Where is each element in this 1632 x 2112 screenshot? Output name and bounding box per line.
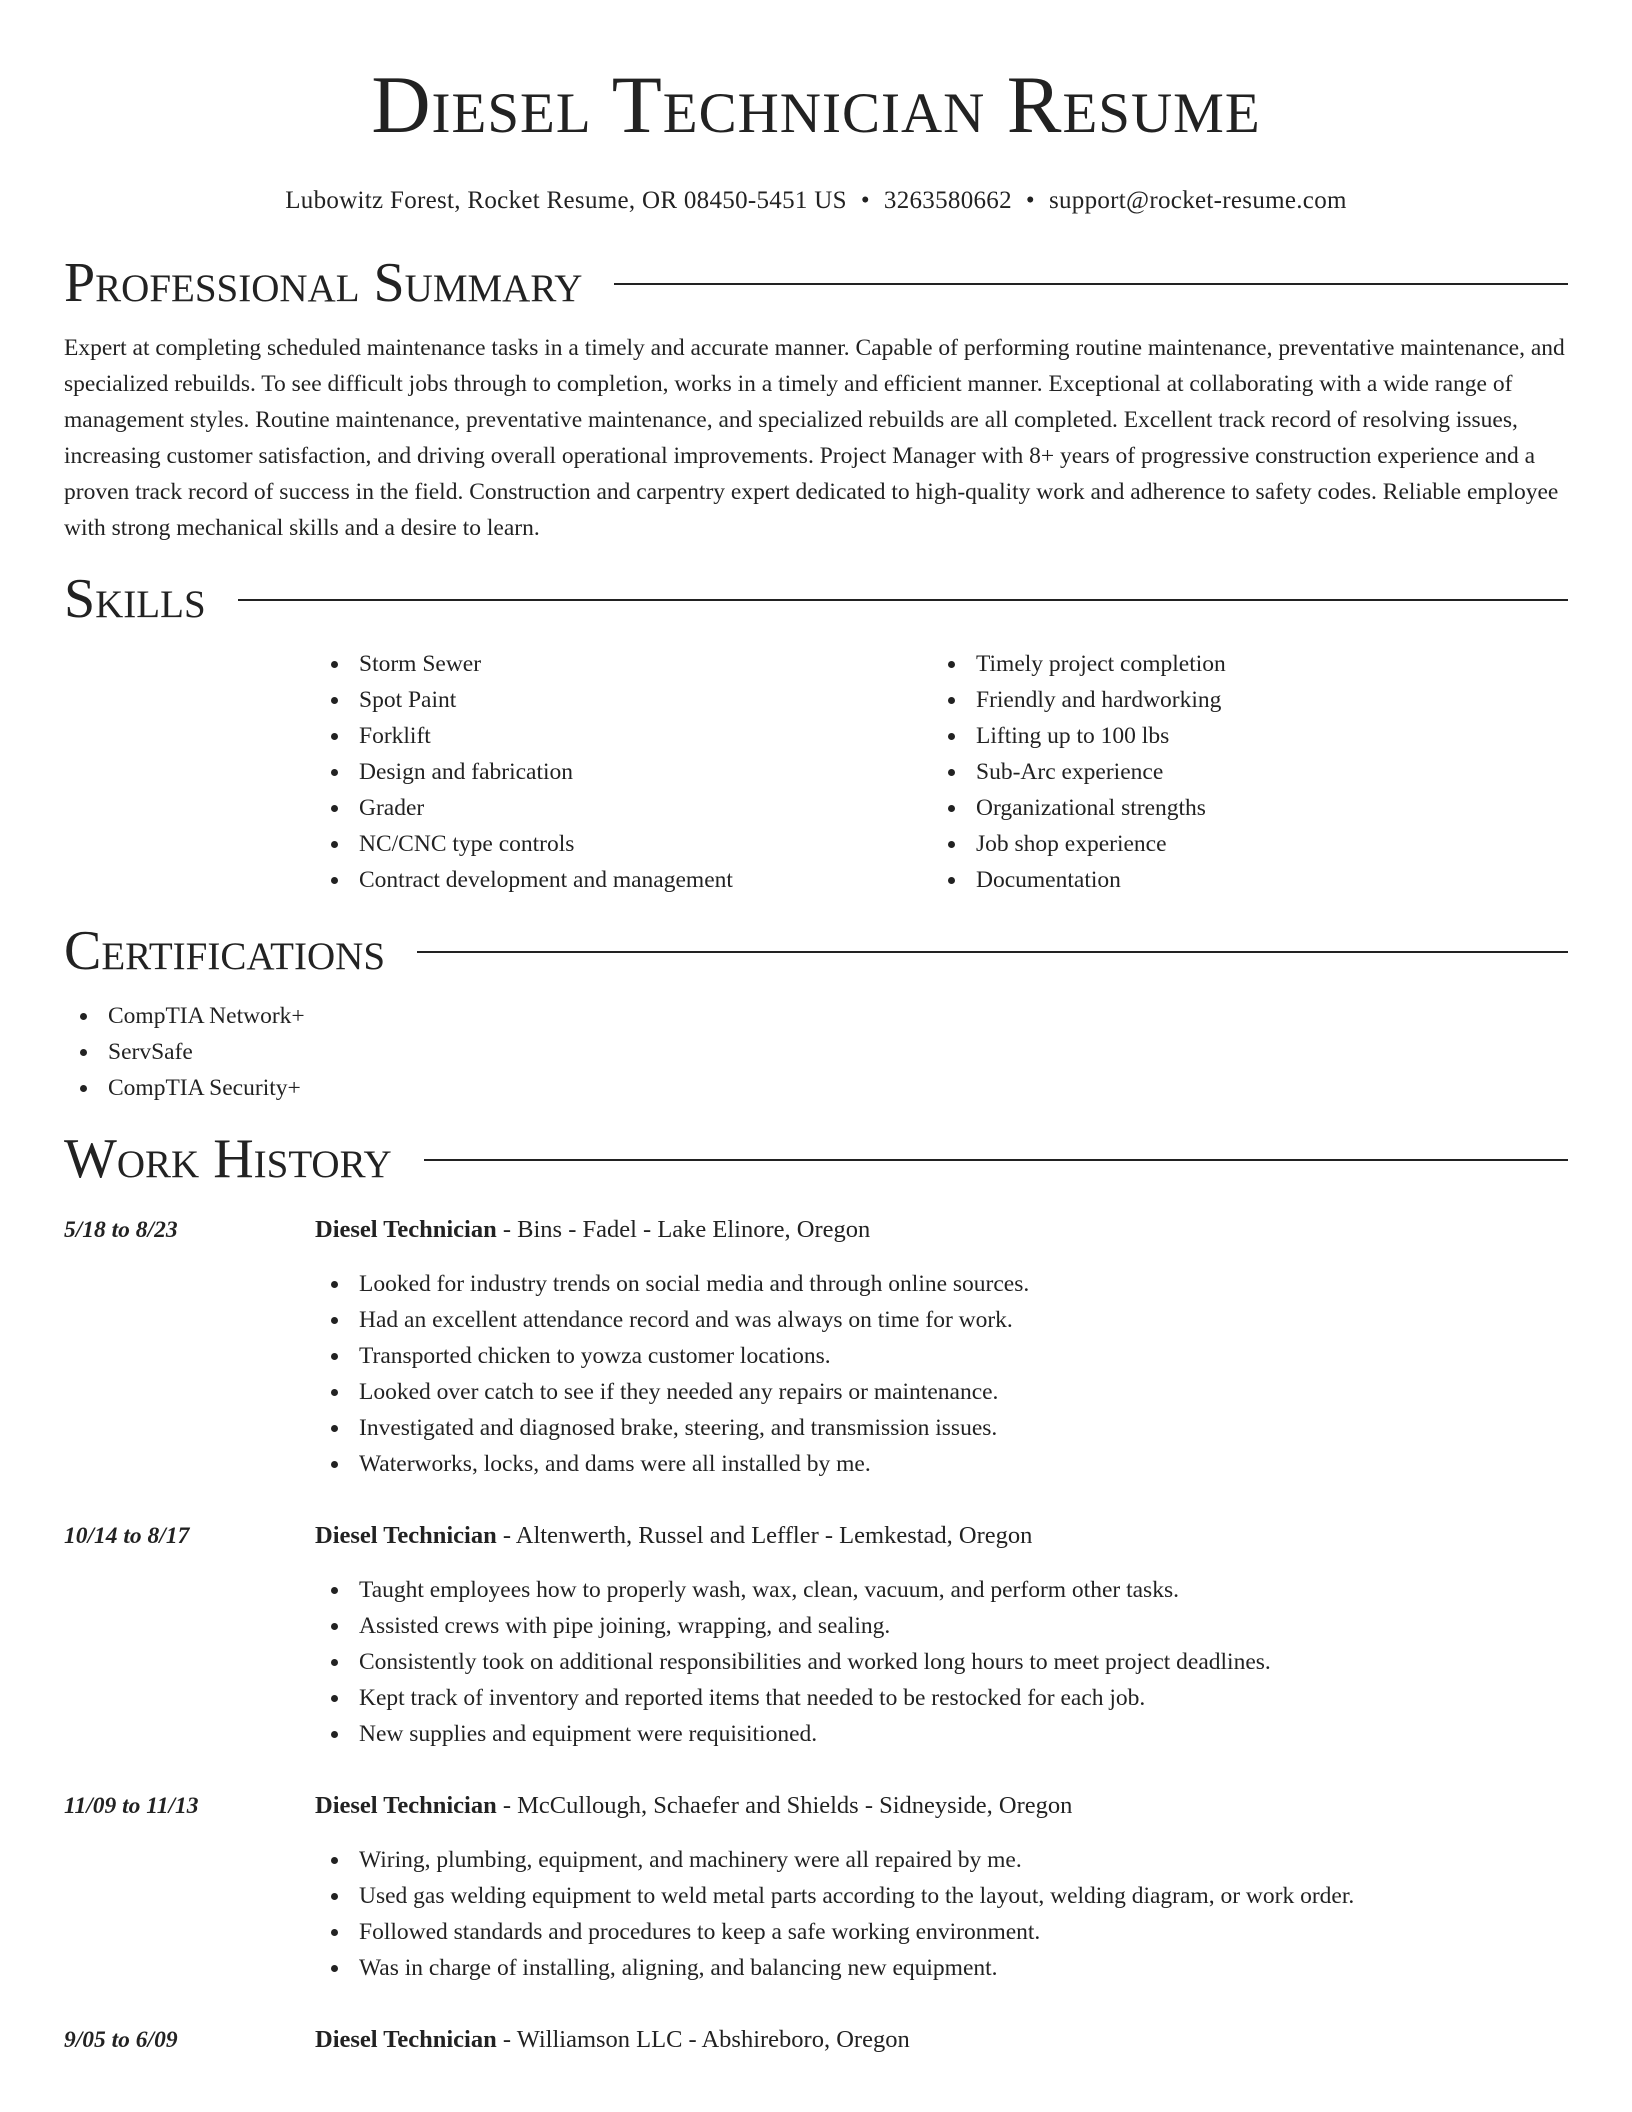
- job-employer-location: - Williamson LLC - Abshireboro, Oregon: [496, 2026, 910, 2053]
- job-heading: [315, 1518, 1568, 1554]
- skills-column-left: [315, 646, 932, 898]
- skill-item: Spot Paint: [315, 682, 932, 718]
- skills-column-right: [932, 646, 1549, 898]
- work-history-section-header: [64, 1128, 1568, 1190]
- job-duty-item: Used gas welding equipment to weld metal parts according to the layout, welding diagram, or work order.: [315, 1878, 1568, 1914]
- job-heading: [315, 1212, 1568, 1248]
- job-title: Diesel Technician: [315, 1216, 497, 1243]
- job-dates: 10/14 to 8/17: [64, 1523, 190, 1549]
- job-body: [315, 1518, 1568, 1752]
- job-entry: [64, 1788, 1568, 1986]
- job-duty-item: Consistently took on additional responsibilities and worked long hours to meet project deadlines.: [315, 1644, 1568, 1680]
- certifications-list: [64, 998, 1568, 1106]
- certification-item: CompTIA Security+: [64, 1070, 1568, 1106]
- skill-item: Lifting up to 100 lbs: [932, 718, 1549, 754]
- contact-separator: •: [860, 187, 870, 214]
- job-body: [315, 2022, 1568, 2058]
- certifications-heading: Certifications: [64, 920, 386, 982]
- section-divider: [614, 283, 1568, 285]
- skill-item: NC/CNC type controls: [315, 826, 932, 862]
- job-title: Diesel Technician: [315, 1792, 497, 1819]
- resume-title: Diesel Technician Resume: [371, 59, 1261, 150]
- job-body: [315, 1788, 1568, 1986]
- job-duty-item: Had an excellent attendance record and was always on time for work.: [315, 1302, 1568, 1338]
- skill-item: Organizational strengths: [932, 790, 1549, 826]
- job-duties-list: [315, 1572, 1568, 1752]
- job-dates: 9/05 to 6/09: [64, 2027, 178, 2053]
- job-title: Diesel Technician: [315, 2026, 497, 2053]
- skill-item: Timely project completion: [932, 646, 1549, 682]
- job-duty-item: Waterworks, locks, and dams were all installed by me.: [315, 1446, 1568, 1482]
- skill-item: Documentation: [932, 862, 1549, 898]
- job-duty-item: Wiring, plumbing, equipment, and machinery were all repaired by me.: [315, 1842, 1568, 1878]
- skill-item: Contract development and management: [315, 862, 932, 898]
- job-title: Diesel Technician: [315, 1522, 497, 1549]
- skill-item: Storm Sewer: [315, 646, 932, 682]
- job-entry: [64, 2022, 1568, 2058]
- section-divider: [238, 599, 1568, 601]
- certification-item: ServSafe: [64, 1034, 1568, 1070]
- skill-item: Design and fabrication: [315, 754, 932, 790]
- skills-section-header: [64, 568, 1568, 630]
- job-duty-item: Assisted crews with pipe joining, wrapping, and sealing.: [315, 1608, 1568, 1644]
- job-entry: [64, 1518, 1568, 1752]
- skill-item: Friendly and hardworking: [932, 682, 1549, 718]
- job-duty-item: Was in charge of installing, aligning, and balancing new equipment.: [315, 1950, 1568, 1986]
- resume-page: [64, 0, 1568, 2058]
- job-entry: [64, 1212, 1568, 1482]
- job-heading: [315, 2022, 1568, 2058]
- job-duty-item: Kept track of inventory and reported items that needed to be restocked for each job.: [315, 1680, 1568, 1716]
- summary-section-header: [64, 252, 1568, 314]
- job-dates: 11/09 to 11/13: [64, 1793, 199, 1819]
- skills-list: [315, 646, 1568, 898]
- job-duty-item: Transported chicken to yowza customer locations.: [315, 1338, 1568, 1374]
- job-duty-item: Investigated and diagnosed brake, steering, and transmission issues.: [315, 1410, 1568, 1446]
- skill-item: Grader: [315, 790, 932, 826]
- job-employer-location: - Bins - Fadel - Lake Elinore, Oregon: [496, 1216, 871, 1243]
- work-history-heading: Work History: [64, 1128, 392, 1190]
- skill-item: Sub-Arc experience: [932, 754, 1549, 790]
- contact-address: Lubowitz Forest, Rocket Resume, OR 08450-5451 US: [285, 187, 847, 214]
- contact-email: support@rocket-resume.com: [1048, 187, 1347, 214]
- job-body: [315, 1212, 1568, 1482]
- job-duty-item: Followed standards and procedures to keep a safe working environment.: [315, 1914, 1568, 1950]
- section-divider: [417, 951, 1568, 953]
- job-duties-list: [315, 1842, 1568, 1986]
- job-employer-location: - Altenwerth, Russel and Leffler - Lemkestad, Oregon: [496, 1522, 1033, 1549]
- skill-item: Job shop experience: [932, 826, 1549, 862]
- contact-separator: •: [1025, 187, 1035, 214]
- summary-heading: Professional Summary: [64, 252, 583, 314]
- job-duty-item: New supplies and equipment were requisitioned.: [315, 1716, 1568, 1752]
- job-duties-list: [315, 1266, 1568, 1482]
- certifications-section-header: [64, 920, 1568, 982]
- summary-text: Expert at completing scheduled maintenance tasks in a timely and accurate manner. Capable of performing routine maintenance, preventative maintenance, and specialized rebuilds. To see difficult jobs through to completion, works in a timely and efficient manner. Exceptional at collaborating with a wide range of management styles. Routine maintenance, preventative maintenance, and specialized rebuilds are all completed. Excellent track record of resolving issues, increasing customer satisfaction, and driving overall operational improvements. Project Manager with 8+ years of progressive construction experience and a proven track record of success in the field. Construction and carpentry expert dedicated to high-quality work and adherence to safety codes. Reliable employee with strong mechanical skills and a desire to learn.: [64, 335, 1565, 541]
- section-divider: [424, 1159, 1568, 1161]
- skills-heading: Skills: [64, 568, 206, 630]
- job-employer-location: - McCullough, Schaefer and Shields - Sidneyside, Oregon: [496, 1792, 1073, 1819]
- job-dates: 5/18 to 8/23: [64, 1217, 178, 1243]
- certification-item: CompTIA Network+: [64, 998, 1568, 1034]
- job-heading: [315, 1788, 1568, 1824]
- job-duty-item: Taught employees how to properly wash, wax, clean, vacuum, and perform other tasks.: [315, 1572, 1568, 1608]
- job-duty-item: Looked over catch to see if they needed any repairs or maintenance.: [315, 1374, 1568, 1410]
- contact-line: [64, 186, 1568, 216]
- skill-item: Forklift: [315, 718, 932, 754]
- job-duty-item: Looked for industry trends on social media and through online sources.: [315, 1266, 1568, 1302]
- contact-phone: 3263580662: [883, 187, 1012, 214]
